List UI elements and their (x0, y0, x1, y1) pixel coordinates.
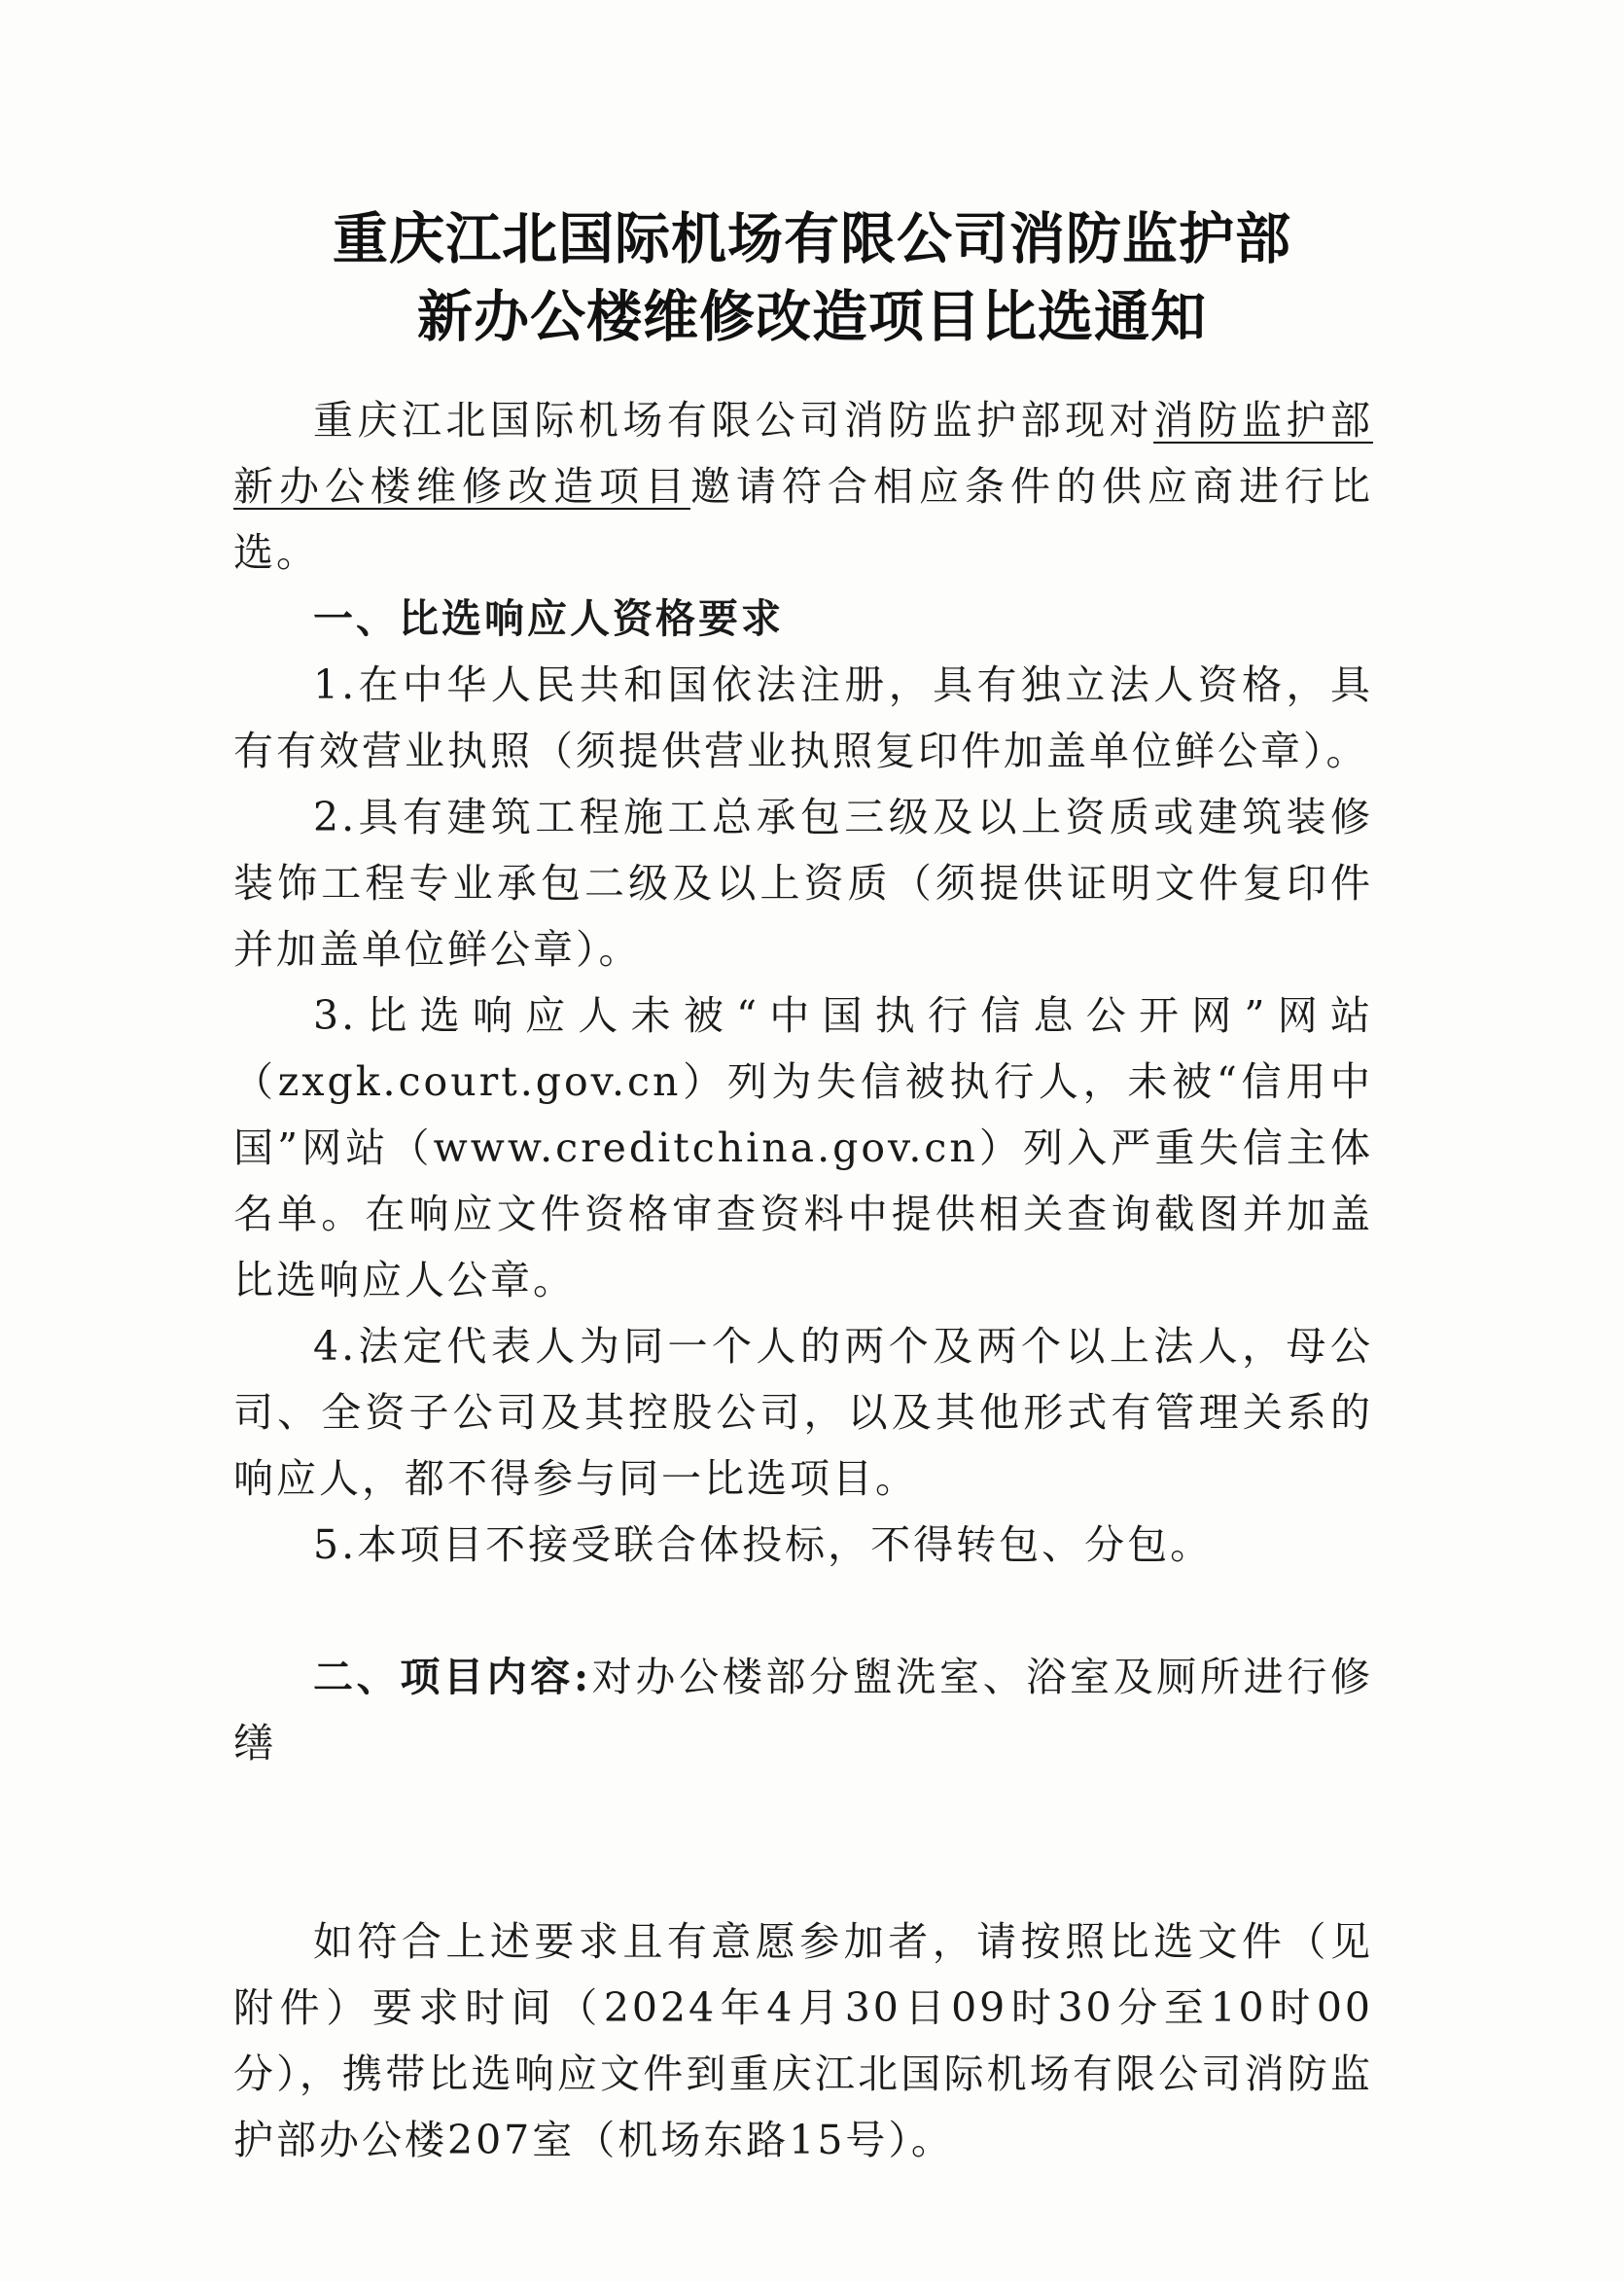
requirement-3: 3.比选响应人未被“中国执行信息公开网”网站（zxgk.court.gov.cn）列为失信被执行人，未被“信用中国”网站（www.creditchina.gov.cn）列入严重失信主体名单。在响应文件资格审查资料中提供相关查询截图并加盖比选响应人公章。 (233, 992, 1373, 1303)
section-1-heading: 一、比选响应人资格要求 (313, 595, 784, 642)
document-body (233, 387, 1373, 2173)
spacer (233, 1776, 1373, 1842)
project-name: 消防监护部新办公楼维修改造项目 (233, 397, 1374, 510)
requirement-4: 4.法定代表人为同一个人的两个及两个以上法人，母公司、全资子公司及其控股公司，以及其他形式有管理关系的响应人，都不得参与同一比选项目。 (233, 1323, 1373, 1502)
intro-lead: 重庆江北国际机场有限公司消防监护部现对 (313, 397, 1154, 444)
document-title-line-2: 新办公楼维修改造项目比选通知 (417, 284, 1207, 349)
section-2-paragraph (233, 1644, 1373, 1776)
requirement-5: 5.本项目不接受联合体投标，不得转包、分包。 (313, 1521, 1214, 1568)
intro-paragraph (233, 387, 1373, 586)
document-title-line-1: 重庆江北国际机场有限公司消防监护部 (333, 206, 1291, 271)
section-2-text: 对办公楼部分盥洗室、浴室及厕所进行修缮 (233, 1654, 1374, 1766)
section-2-heading: 二、项目内容: (313, 1654, 592, 1700)
spacer (233, 1578, 1373, 1644)
spacer (233, 1842, 1373, 1908)
closing-paragraph: 如符合上述要求且有意愿参加者，请按照比选文件（见附件）要求时间（2024年4月30日09时30分至10时00分），携带比选响应文件到重庆江北国际机场有限公司消防监护部办公楼207室（机场东路15号）。 (233, 1918, 1373, 2163)
requirement-2: 2.具有建筑工程施工总承包三级及以上资质或建筑装修装饰工程专业承包二级及以上资质（须提供证明文件复印件并加盖单位鲜公章）。 (233, 794, 1373, 973)
requirement-1: 1.在中华人民共和国依法注册，具有独立法人资格，具有有效营业执照（须提供营业执照复印件加盖单位鲜公章）。 (233, 661, 1373, 774)
intro-tail: 邀请符合相应条件的供应商进行比选。 (233, 463, 1373, 576)
